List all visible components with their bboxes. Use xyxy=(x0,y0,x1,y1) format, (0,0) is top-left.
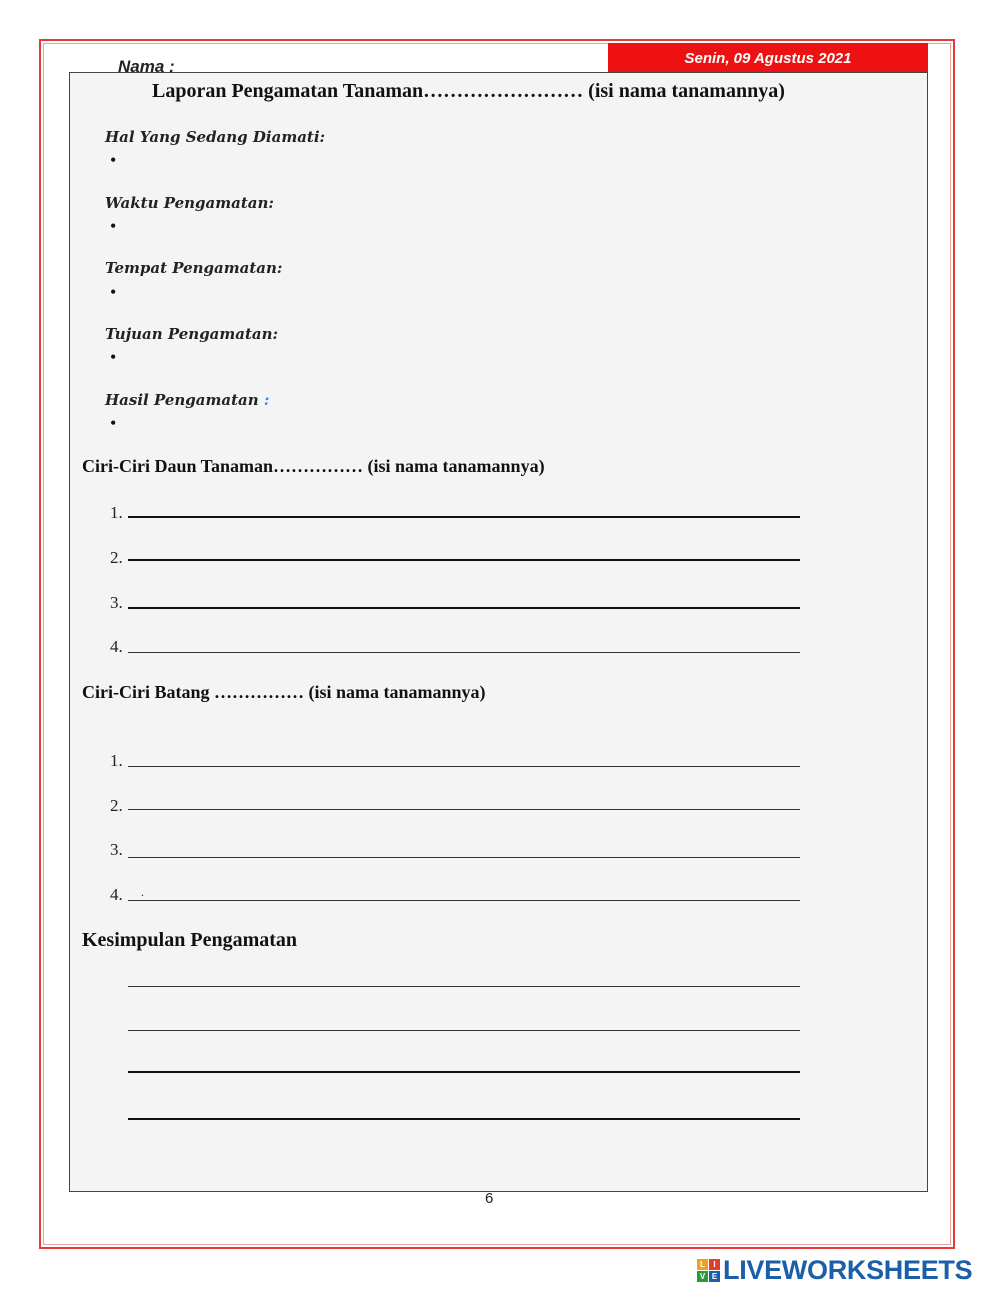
leaf-item-number-3: 3. xyxy=(110,593,123,612)
field-label-observed-thing: Hal Yang Sedang Diamati: xyxy=(105,128,326,146)
liveworksheets-logo-icon xyxy=(697,1259,720,1282)
stem-item-number-2: 2. xyxy=(110,796,123,815)
logo-tile-v: V xyxy=(697,1271,708,1282)
conclusion-line-1[interactable] xyxy=(128,986,800,987)
stem-stray-mark: . xyxy=(141,885,144,899)
liveworksheets-brand-text: LIVEWORKSHEETS xyxy=(723,1254,973,1285)
leaf-section-title: Ciri-Ciri Daun Tanaman…………… (isi nama tanamannya) xyxy=(82,456,545,476)
stem-section-title: Ciri-Ciri Batang …………… (isi nama tanamannya) xyxy=(82,682,486,702)
stem-answer-line-1[interactable] xyxy=(128,766,800,767)
field-label-observation-time: Waktu Pengamatan: xyxy=(105,194,274,212)
leaf-answer-line-3[interactable] xyxy=(128,607,800,609)
report-title: Laporan Pengamatan Tanaman…………………… (isi nama tanamannya) xyxy=(152,80,785,102)
stem-answer-line-3[interactable] xyxy=(128,857,800,858)
logo-tile-e: E xyxy=(709,1271,720,1282)
field-bullet-observation-purpose[interactable]: • xyxy=(110,347,117,367)
leaf-answer-line-2[interactable] xyxy=(128,559,800,561)
conclusion-line-4[interactable] xyxy=(128,1118,800,1120)
field-bullet-observed-thing[interactable]: • xyxy=(110,150,117,170)
stem-item-number-1: 1. xyxy=(110,751,123,770)
field-label-observation-purpose: Tujuan Pengamatan: xyxy=(105,325,279,343)
field-bullet-observation-time[interactable]: • xyxy=(110,216,117,236)
stem-answer-line-2[interactable] xyxy=(128,809,800,810)
field-label-colon: : xyxy=(263,391,270,409)
stem-item-number-4: 4. xyxy=(110,885,123,904)
liveworksheets-logo xyxy=(697,1255,972,1285)
field-bullet-observation-place[interactable]: • xyxy=(110,282,117,302)
leaf-item-number-4: 4. xyxy=(110,637,123,656)
stem-answer-line-4[interactable] xyxy=(128,900,800,901)
field-label-observation-result-text: Hasil Pengamatan xyxy=(105,391,259,409)
conclusion-line-3[interactable] xyxy=(128,1071,800,1073)
logo-tile-l: L xyxy=(697,1259,708,1270)
leaf-answer-line-1[interactable] xyxy=(128,516,800,518)
page-number: 6 xyxy=(485,1190,494,1207)
stem-item-number-3: 3. xyxy=(110,840,123,859)
conclusion-title: Kesimpulan Pengamatan xyxy=(82,929,298,951)
field-label-observation-place: Tempat Pengamatan: xyxy=(105,259,283,277)
conclusion-line-2[interactable] xyxy=(128,1030,800,1031)
date-banner: Senin, 09 Agustus 2021 xyxy=(608,43,928,73)
worksheet-panel xyxy=(69,72,928,1192)
field-label-observation-result xyxy=(105,391,269,409)
field-bullet-observation-result[interactable]: • xyxy=(110,413,117,433)
logo-tile-i: I xyxy=(709,1259,720,1270)
leaf-item-number-2: 2. xyxy=(110,548,123,567)
leaf-answer-line-4[interactable] xyxy=(128,652,800,653)
leaf-item-number-1: 1. xyxy=(110,503,123,522)
name-label: Nama : xyxy=(118,57,175,72)
